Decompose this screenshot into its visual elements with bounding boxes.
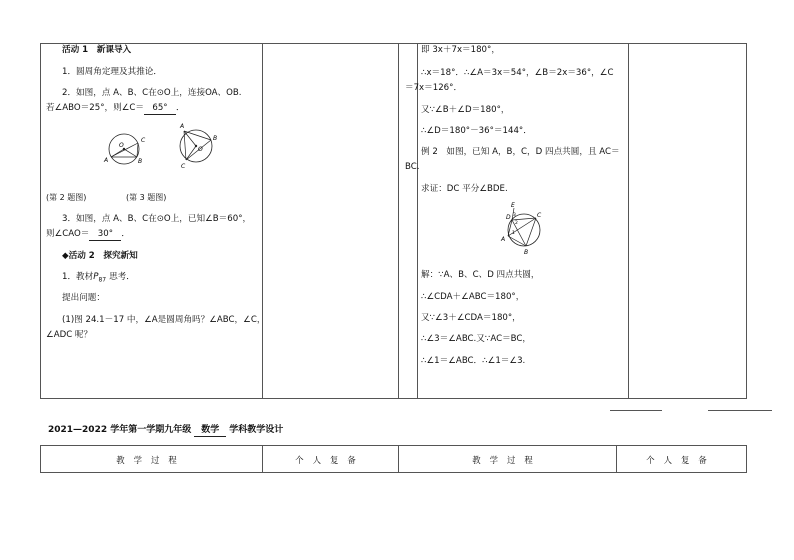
fig3-caption: (第 3 题图) bbox=[126, 193, 167, 202]
header-table-bottom bbox=[40, 472, 746, 473]
fig2-label-c: C bbox=[141, 137, 146, 144]
prove-statement: 求证：DC 平分∠BDE. bbox=[421, 184, 508, 194]
solution-line1: 解：∵A、B、C、D 四点共圆， bbox=[421, 270, 540, 280]
header-table-top bbox=[40, 445, 746, 446]
right-line1: 即 3x＋7x＝180°， bbox=[421, 45, 500, 55]
item-3-line2 bbox=[46, 229, 130, 241]
item-4 bbox=[62, 272, 135, 286]
ex2-label-2: 2 bbox=[515, 221, 518, 226]
col-line-5 bbox=[628, 43, 629, 399]
example2-line2: BC. bbox=[405, 162, 420, 172]
header-teaching-process-2: 教学过程 bbox=[472, 455, 542, 465]
fig2-label-o: O bbox=[119, 142, 124, 149]
ex2-label-3: 3 bbox=[513, 213, 516, 218]
top-table-bottom-border bbox=[40, 398, 746, 399]
ex2-label-c: C bbox=[537, 212, 542, 219]
item-3-post: ． bbox=[121, 229, 130, 239]
header-personal-review-2: 个人复备 bbox=[646, 455, 716, 465]
right-line4: 又∵∠B＋∠D＝180°， bbox=[421, 105, 510, 115]
item-2-line1 bbox=[62, 88, 242, 99]
item-4-post: 思考． bbox=[109, 272, 135, 282]
item-2-line2 bbox=[46, 103, 185, 115]
item-3-line1: 3．如图，点 A、B、C在⊙O上，已知∠B＝60°， bbox=[62, 214, 252, 224]
fig2-caption: (第 2 题图) bbox=[46, 193, 87, 202]
fig3-label-o: O bbox=[198, 146, 203, 153]
col-line-4 bbox=[417, 43, 418, 399]
right-line5: ∴∠D＝180°－36°＝144°． bbox=[421, 126, 532, 136]
right-line2: ∴x＝18°．∴∠A＝3x＝54°，∠B＝2x＝36°，∠C bbox=[421, 68, 614, 78]
activity2-title: ◆活动 2 探究新知 bbox=[62, 251, 138, 261]
solution-line5: ∴∠1＝∠ABC．∴∠1＝∠3. bbox=[421, 356, 526, 366]
question-line1: (1)图 24.1－17 中，∠A是圆周角吗？∠ABC，∠C， bbox=[62, 315, 266, 325]
header-col-5 bbox=[746, 445, 747, 473]
footer-title-pre: 2021—2022 学年第一学期九年级 bbox=[48, 425, 192, 435]
example2-line1: 例 2 如图，已知 A，B，C，D 四点共圆，且 AC＝ bbox=[421, 147, 620, 157]
solution-line3: 又∵∠3＋∠CDA＝180°， bbox=[421, 313, 521, 323]
signature-rule-1 bbox=[610, 410, 662, 411]
raise-question: 提出问题： bbox=[62, 293, 105, 303]
fig3-label-c: C bbox=[181, 163, 186, 170]
item-4-page-sub: 87 bbox=[98, 276, 107, 284]
fig2-label-b: B bbox=[138, 158, 143, 165]
signature-rule-2 bbox=[708, 410, 772, 411]
right-line3: ＝7x＝126°． bbox=[405, 83, 463, 93]
fig3-label-b: B bbox=[213, 135, 218, 142]
item-4-pre: 1．教材 bbox=[62, 272, 94, 282]
top-table-top-border bbox=[40, 43, 746, 44]
header-personal-review-1: 个人复备 bbox=[295, 455, 365, 465]
footer-title-post: 学科教学设计 bbox=[229, 425, 284, 435]
activity1-title: 活动 1 新课导入 bbox=[62, 45, 132, 55]
footer-title bbox=[48, 425, 283, 437]
col-line-6 bbox=[746, 43, 747, 399]
col-line-1 bbox=[40, 43, 41, 399]
header-teaching-process-1: 教学过程 bbox=[116, 455, 186, 465]
figure-2 bbox=[100, 125, 150, 175]
question-line2: ∠ADC 呢？ bbox=[46, 330, 93, 340]
fig2-label-a: A bbox=[104, 157, 109, 164]
item-2-line1-text: 2．如图，点 A、B、C在⊙O上，连接OA、OB. bbox=[62, 88, 242, 98]
solution-line4: ∴∠3＝∠ABC.又∵AC＝BC， bbox=[421, 334, 532, 344]
item-1: 1．圆周角定理及其推论． bbox=[62, 67, 162, 77]
item-3-pre: 则∠CAO＝ bbox=[46, 229, 90, 239]
item-2-answer: 65° bbox=[144, 103, 176, 115]
fig3-label-a: A bbox=[180, 123, 185, 130]
example2-figure bbox=[498, 200, 548, 256]
ex2-label-1: 1 bbox=[512, 231, 515, 236]
col-line-2 bbox=[262, 43, 263, 399]
ex2-label-e: E bbox=[511, 202, 515, 209]
figure-3 bbox=[168, 118, 224, 176]
ex2-label-a: A bbox=[501, 236, 506, 243]
item-2-post: ． bbox=[176, 103, 185, 113]
col-line-3 bbox=[398, 43, 399, 399]
item-2-pre: 若∠ABO＝25°，则∠C＝ bbox=[46, 103, 144, 113]
ex2-label-d: D bbox=[506, 214, 511, 221]
item-4-page: P bbox=[93, 272, 99, 282]
item-3-answer: 30° bbox=[89, 229, 121, 241]
ex2-label-b: B bbox=[524, 249, 529, 256]
solution-line2: ∴∠CDA＋∠ABC＝180°， bbox=[421, 292, 525, 302]
footer-subject: 数学 bbox=[194, 425, 226, 437]
